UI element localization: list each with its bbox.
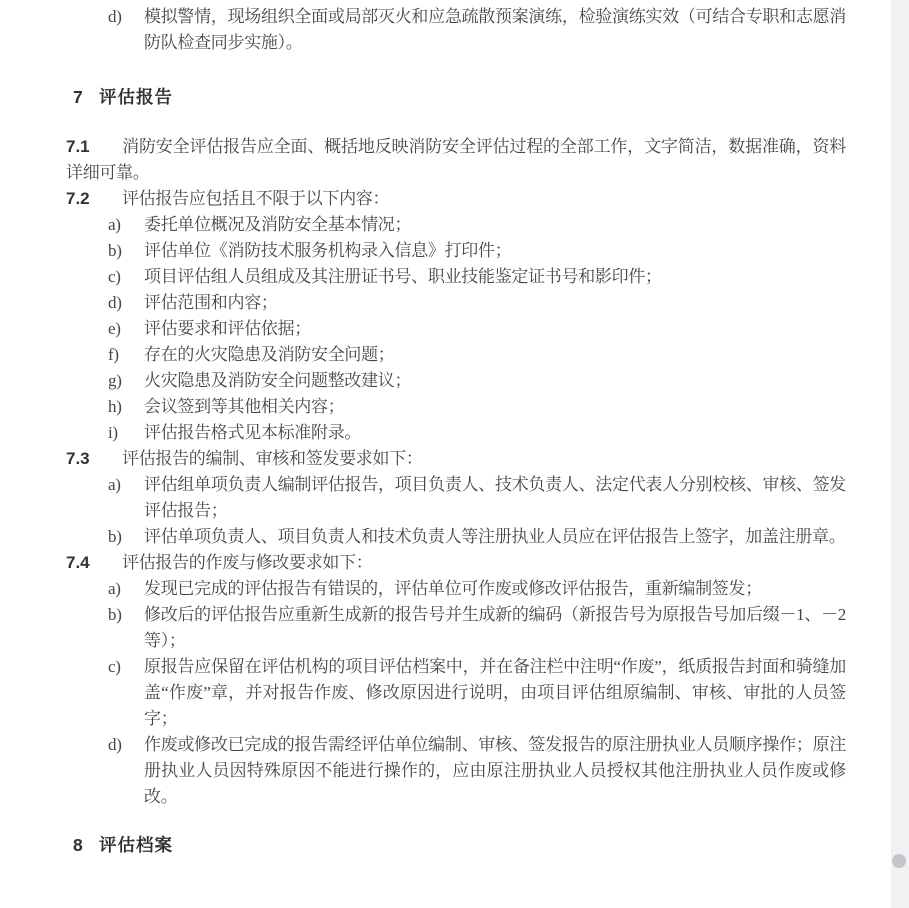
list-item-text: 委托单位概况及消防安全基本情况； [144, 215, 412, 234]
list-item-text: 修改后的评估报告应重新生成新的报告号并生成新的编码（新报告号为原报告号加后缀－1、－2等）； [144, 605, 846, 650]
list-item-text: 发现已完成的评估报告有错误的，评估单位可作废或修改评估报告，重新编制签发； [144, 579, 762, 598]
list-item-text: 模拟警情，现场组织全面或局部灭火和应急疏散预案演练，检验演练实效（可结合专职和志愿消防队检查同步实施）。 [144, 7, 846, 52]
list-item-label: g) [108, 371, 122, 390]
list-item-7-4-c [66, 654, 846, 732]
list-item-text: 评估单项负责人、项目负责人和技术负责人等注册执业人员应在评估报告上签字，加盖注册章。 [144, 527, 846, 546]
list-item-7-2-b [66, 238, 846, 264]
list-item-text: 评估范围和内容； [144, 293, 278, 312]
list-item-7-2-h [66, 394, 846, 420]
clause-7-2-text: 评估报告应包括且不限于以下内容： [122, 189, 390, 208]
section-8-number: 8 [73, 835, 83, 855]
clause-7-2 [66, 186, 846, 212]
list-item-label: d) [108, 293, 122, 312]
list-item-label: d) [108, 735, 122, 754]
list-item-text: 评估要求和评估依据； [144, 319, 311, 338]
clause-7-2-number: 7.2 [66, 189, 90, 208]
clause-7-1-text: 消防安全评估报告应全面、概括地反映消防安全评估过程的全部工作，文字简洁，数据准确，资料详细可靠。 [66, 137, 846, 182]
list-item-text: 作废或修改已完成的报告需经评估单位编制、审核、签发报告的原注册执业人员顺序操作；原注册执业人员因特殊原因不能进行操作的，应由原注册执业人员授权其他注册执业人员作废或修改。 [144, 735, 846, 806]
section-7-number: 7 [73, 87, 83, 107]
list-item-label: a) [108, 579, 121, 598]
list-item-label: i) [108, 423, 118, 442]
list-item-7-2-f [66, 342, 846, 368]
clause-7-4 [66, 550, 846, 576]
list-item-7-2-d [66, 290, 846, 316]
list-item-label: d) [108, 7, 122, 26]
list-item-label: e) [108, 319, 121, 338]
list-item-text: 存在的火灾隐患及消防安全问题； [144, 345, 395, 364]
list-item-7-2-a [66, 212, 846, 238]
clause-7-3-text: 评估报告的编制、审核和签发要求如下： [122, 449, 423, 468]
scrollbar-track[interactable] [891, 0, 909, 908]
list-item-7-4-d [66, 732, 846, 810]
list-item-7-4-b [66, 602, 846, 654]
list-item-7-2-g [66, 368, 846, 394]
section-7-heading [66, 84, 846, 110]
list-item-label: h) [108, 397, 122, 416]
list-item-text: 评估组单项负责人编制评估报告，项目负责人、技术负责人、法定代表人分别校核、审核、签发评估报告； [144, 475, 846, 520]
list-item-label: b) [108, 527, 122, 546]
clause-7-1-number: 7.1 [66, 137, 90, 156]
section-8-heading [66, 832, 846, 858]
clause-7-4-text: 评估报告的作废与修改要求如下： [122, 553, 373, 572]
section-8-title: 评估档案 [99, 835, 173, 855]
list-item-text: 原报告应保留在评估机构的项目评估档案中，并在备注栏中注明“作废”，纸质报告封面和骑缝加盖“作废”章，并对报告作废、修改原因进行说明，由项目评估组原编制、审核、审批的人员签字； [144, 657, 846, 728]
clause-7-1 [66, 134, 846, 186]
list-item-7-2-c [66, 264, 846, 290]
list-item-label: b) [108, 241, 122, 260]
section-7-title: 评估报告 [99, 87, 173, 107]
list-item-label: c) [108, 657, 121, 676]
list-item-7-4-a [66, 576, 846, 602]
list-item-label: c) [108, 267, 121, 286]
list-item-text: 评估单位《消防技术服务机构录入信息》打印件； [144, 241, 512, 260]
list-item-label: a) [108, 475, 121, 494]
clause-7-3-number: 7.3 [66, 449, 90, 468]
list-item-7-3-a [66, 472, 846, 524]
list-item-prev-d [66, 4, 846, 56]
list-item-label: b) [108, 605, 122, 624]
list-item-7-3-b [66, 524, 846, 550]
list-item-text: 评估报告格式见本标准附录。 [144, 423, 362, 442]
clause-7-3 [66, 446, 846, 472]
list-item-label: f) [108, 345, 119, 364]
clause-7-4-number: 7.4 [66, 553, 90, 572]
list-item-label: a) [108, 215, 121, 234]
scrollbar-thumb[interactable] [892, 854, 906, 868]
list-item-text: 项目评估组人员组成及其注册证书号、职业技能鉴定证书号和影印件； [144, 267, 662, 286]
list-item-7-2-e [66, 316, 846, 342]
list-item-7-2-i [66, 420, 846, 446]
list-item-text: 会议签到等其他相关内容； [144, 397, 345, 416]
list-item-text: 火灾隐患及消防安全问题整改建议； [144, 371, 412, 390]
